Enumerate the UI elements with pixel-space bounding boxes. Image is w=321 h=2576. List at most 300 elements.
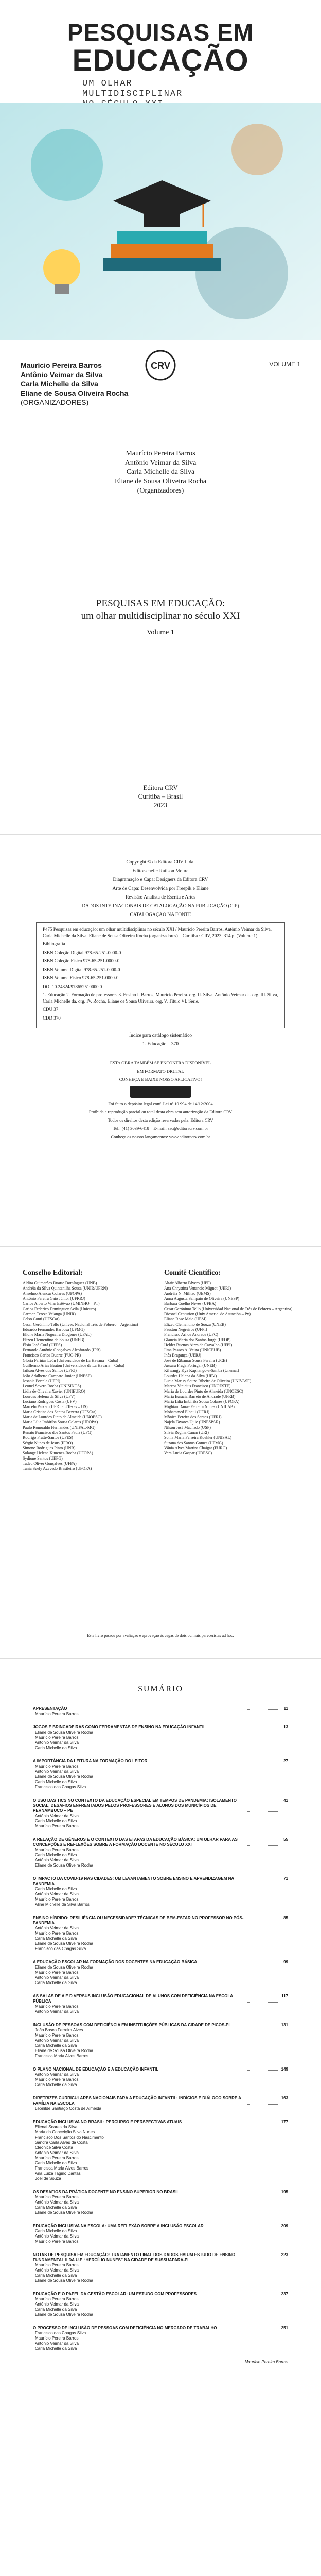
legal-block [36, 1060, 285, 1140]
author-name: Antônio Veimar da Silva [124, 459, 197, 467]
author-name: Eliane de Sousa Oliveira Rocha [114, 478, 207, 485]
chapter-author: Cleonice Silva Costa [35, 2145, 73, 2150]
chapter-author: Carla Michelle da Silva [35, 1936, 77, 1941]
chapter-author: Carla Michelle da Silva [35, 2307, 77, 2312]
cip-heading [36, 903, 285, 918]
isbn-line: ISBN Coleção Físico 978-65-251-0000-0 [43, 958, 120, 963]
chapter-author: Carla Michelle da Silva [35, 1980, 77, 1985]
graduation-cap-base [144, 209, 180, 227]
summary-entry[interactable] [33, 1759, 288, 1790]
chapter-author: Antônio Veimar da Silva [35, 2009, 79, 2014]
council-member: Lourdes Helena da Silva (UFV) [23, 1394, 76, 1399]
dot-leader [247, 2252, 278, 2261]
chapter-author: Eliane de Sousa Oliveira Rocha [35, 1965, 93, 1970]
dot-leader [247, 1706, 278, 1710]
council-member: Andréia N. Militão (UEMS) [164, 1291, 211, 1296]
lightbulb-icon [43, 249, 80, 286]
council-member: Rodrigo Pratte-Santos (UFES) [23, 1435, 73, 1440]
dot-leader [247, 1994, 278, 2003]
summary-list [33, 1706, 288, 2351]
chapter-title: O PLANO NACIONAL DE EDUCAÇÃO E A EDUCAÇÃO INFANTIL [33, 2067, 159, 2072]
chapter-page-number: 85 [283, 1916, 288, 1920]
publisher-logo [140, 347, 181, 383]
chapter-author: Carla Michelle da Silva [35, 2229, 77, 2233]
cover-volume: VOLUME 1 [269, 361, 300, 368]
index-title: Índice para catálogo sistemático [129, 1033, 192, 1038]
cover-title-line1: PESQUISAS EM [67, 19, 254, 46]
chapter-author: Francisco Dos Santos do Nascimento [35, 2135, 104, 2140]
chapter-page-number: 177 [281, 2120, 288, 2124]
chapter-page-number: 131 [281, 2023, 288, 2027]
summary-entry[interactable] [33, 2023, 288, 2059]
publisher-line: Curitiba – Brasil [138, 792, 183, 800]
cover-art-line: Arte de Capa: Desenvolvida por Freepik e Eliane [112, 886, 209, 891]
copyright-credits [36, 859, 285, 901]
summary-entry-title-row [33, 1759, 288, 1764]
chapter-author: Maurício Pereira Barros [35, 2239, 79, 2244]
summary-entry-title-row [33, 2252, 288, 2263]
summary-entry[interactable] [33, 1876, 288, 1907]
dot-leader [247, 2120, 278, 2123]
book-cover [0, 0, 321, 422]
summary-entry[interactable] [33, 2067, 288, 2088]
council-member: Tadeu Oliver Gonçalves (UFPA) [23, 1461, 77, 1466]
dot-leader [247, 1759, 278, 1762]
summary-entry-title-row [33, 1837, 288, 1848]
summary-entry-title-row [33, 2326, 288, 2331]
summary-entry[interactable] [33, 1916, 288, 1952]
scientific-committee-title: Comitê Científico: [164, 1269, 221, 1277]
summary-entry-title-row [33, 2224, 288, 2229]
chapter-author: Maurício Pereira Barros [35, 1735, 79, 1740]
dot-leader [247, 1798, 278, 1812]
chapter-author: Eliane de Sousa Oliveira Rocha [35, 1863, 93, 1868]
council-member: Najela Tavares Ujiie (UNESPAR) [164, 1420, 220, 1425]
scientific-committee [164, 1270, 298, 1471]
chapter-author: Maurício Pereira Barros [35, 1897, 79, 1902]
editorial-council [23, 1270, 157, 1471]
decor-circle [231, 124, 283, 175]
isbn-line: Bibliografia [43, 941, 65, 946]
council-member: Lídia de Oliveira Xavier (UNIEURO) [23, 1389, 85, 1394]
council-member: Fauston Negreiros (UFPI) [164, 1327, 207, 1332]
chapter-title: O USO DAS TICS NO CONTEXTO DA EDUCAÇÃO ESPECIAL EM TEMPOS DE PANDEMIA: ISOLAMENTO SOCIAL, DESAFIOS ENFRENTADOS PELOS PROFESSORES E ALUNOS DOS MUNICÍPIOS DE PERNAMBUCO – PE [33, 1798, 237, 1813]
cover-header [0, 0, 321, 110]
summary-entry-title-row [33, 2096, 288, 2106]
council-member: Renato Francisco dos Santos Paula (UFG) [23, 1430, 93, 1435]
council-member: Sydione Santos (UEPG) [23, 1456, 63, 1461]
publisher-line: Editora CRV [143, 784, 178, 791]
chapter-author: Carla Michelle da Silva [35, 2273, 77, 2278]
author-name: Carla Michelle da Silva [126, 468, 195, 476]
title-page-volume: Volume 1 [147, 629, 174, 636]
council-member: Inês Bragança (UERJ) [164, 1353, 201, 1358]
scientific-committee-list [164, 1281, 298, 1456]
council-member: Maria Lília Imbiriba Sousa Colares (UFOPA) [23, 1420, 98, 1425]
copyright-page [0, 835, 321, 1247]
legal-deposit: Foi feito o depósito legal conf. Lei nº 10.994 de 14/12/2004 [108, 1101, 213, 1106]
chapter-title: APRESENTAÇÃO [33, 1706, 67, 1711]
chapter-author: Maurício Pereira Barros [35, 2297, 79, 2301]
council-member: Maria Eurácia Barreto de Andrade (UFRB) [164, 1394, 236, 1399]
chapter-author: Eliane de Sousa Oliveira Rocha [35, 1941, 93, 1946]
title-page-publisher [0, 783, 321, 809]
organizers-role: (ORGANIZADORES) [21, 398, 89, 406]
summary-entry[interactable] [33, 2292, 288, 2317]
cdd-line: CDD 370 [43, 1015, 61, 1021]
chapter-author: Maurício Pereira Barros [35, 2156, 79, 2160]
chapter-author: Francisca Maria Alves Barros [35, 2054, 89, 2058]
council-member: Celso Conti (UFSCar) [23, 1317, 60, 1321]
summary-entry[interactable] [33, 1994, 288, 2014]
cover-illustration [0, 103, 321, 340]
summary-entry[interactable] [33, 1837, 288, 1868]
copyright-line: Copyright © da Editora CRV Ltda. [126, 860, 195, 865]
council-member: Gloria Fariñas León (Universidade de La Havana – Cuba) [23, 1358, 118, 1363]
council-member: Gláucia Maria dos Santos Jorge (UFOP) [164, 1337, 231, 1342]
dot-leader [247, 2067, 278, 2071]
summary-entry-title-row [33, 1876, 288, 1887]
dot-leader [247, 2326, 278, 2329]
chapter-page-number: 223 [281, 2252, 288, 2257]
cover-organizers [21, 361, 128, 407]
summary-entry-title-row [33, 1706, 288, 1711]
site-line: Conheça os nossos lançamentos: www.editoracrv.com.br [111, 1134, 210, 1139]
summary-entry[interactable] [33, 2096, 288, 2111]
council-member: Eliane Rose Maio (UEM) [164, 1317, 207, 1321]
council-member: Elizeu Clementino de Souza (UNEB) [164, 1322, 226, 1327]
chapter-author: Antônio Veimar da Silva [35, 1926, 79, 1930]
chapter-author: Maurício Pereira Barros [35, 2077, 79, 2082]
chapter-author: Carla Michelle da Silva [35, 2082, 77, 2087]
chapter-page-number: 27 [283, 1759, 288, 1764]
isbn-line: ISBN Volume Digital 978-65-251-0000-0 [43, 967, 120, 972]
chapter-author: Maurício Pereira Barros [35, 2336, 79, 2341]
council-member: Solange Helena Ximenes-Rocha (UFOPA) [23, 1451, 93, 1455]
organizer-name: Eliane de Sousa Oliveira Rocha [21, 389, 129, 397]
chapter-page-number: 55 [283, 1837, 288, 1842]
summary-entry[interactable] [33, 2120, 288, 2181]
chapter-author: Eliane de Sousa Oliveira Rocha [35, 2312, 93, 2317]
chapter-author: Antônio Veimar da Silva [35, 2150, 79, 2155]
title-page [0, 422, 321, 835]
council-member: Anna Augusta Sampaio de Oliveira (UNESP) [164, 1296, 239, 1301]
council-member: Cesar Gerónimo Tello (Universidad Nacional de Três de Febrero – Argentina) [164, 1307, 293, 1311]
council-member: Ana Chrystina Venancio Mignot (UERJ) [164, 1286, 231, 1291]
dot-leader [247, 1960, 278, 1963]
legal-line: CONHEÇA E BAIXE NOSSO APLICATIVO! [119, 1077, 202, 1082]
chapter-author: Maurício Pereira Barros [35, 1848, 79, 1852]
council-member: Maria de Lourdes Pinto de Almeida (UNOESC) [23, 1415, 102, 1419]
council-member: Ilma Passos A. Veiga (UNICEUB) [164, 1348, 221, 1352]
cip-title: DADOS INTERNACIONAIS DE CATALOGAÇÃO NA PUBLICAÇÃO (CIP) [82, 904, 239, 909]
subjects-line: 1. Educação 2. Formação de professores 3. Ensino I. Barros, Maurício Pereira. org. II. Silva, Antônio Veimar da. org. III. Silva, Carla Michelle da. org. IV. Rocha, Eliane de Sousa Oliveira. org. V. Título VI. Série. [43, 992, 278, 1004]
summary-entry[interactable] [33, 1798, 288, 1829]
chapter-author: Maurício Pereira Barros [35, 1764, 79, 1769]
organizer-name: Carla Michelle da Silva [21, 380, 98, 388]
summary-entry-title-row [33, 1960, 288, 1965]
chapter-author: João Bosco Ferreira Alves [35, 2028, 83, 2032]
chapter-page-number: 99 [283, 1960, 288, 1964]
chapter-title: A RELAÇÃO DE GÊNEROS E O CONTEXTO DAS ETAPAS DA EDUCAÇÃO BÁSICA: UM OLHAR PARA AS CONCEPÇÕES E REFLEXÕES SOBRE A FORMAÇÃO DOCENTE NO SÉCULO XXI [33, 1837, 238, 1847]
summary-entry-title-row [33, 1994, 288, 2004]
summary-entry-title-row [33, 1725, 288, 1730]
council-member: Jussara Fraga Portugal (UNEB) [164, 1363, 217, 1368]
chapter-page-number: 237 [281, 2292, 288, 2296]
cover-title-line2: EDUCAÇÃO [72, 44, 249, 77]
chapter-author: Francisco das Chagas Silva [35, 1946, 86, 1951]
contact-line: Tel.: (41) 3039-6418 – E-mail: sac@editoracrv.com.br [113, 1126, 208, 1131]
chapter-author: Carla Michelle da Silva [35, 1780, 77, 1784]
council-member: Diosnel Centurion (Univ Americ. de Asunción – Py) [164, 1312, 251, 1316]
dot-leader [247, 2096, 278, 2105]
book-icon [117, 231, 207, 244]
chapter-title: EDUCAÇÃO INCLUSIVA NO BRASIL: PERCURSO E PERSPECTIVAS ATUAIS [33, 2120, 182, 2124]
council-member: Elizeu Clementino de Souza (UNEB) [23, 1337, 84, 1342]
chapter-author: Carla Michelle da Silva [35, 2346, 77, 2351]
chapter-author: Leonilde Santiago Costa de Almeida [35, 2106, 101, 2111]
chapter-page-number: 195 [281, 2190, 288, 2194]
legal-line: EM FORMATO DIGITAL [137, 1069, 184, 1074]
chapter-author: Eliane de Sousa Oliveira Rocha [35, 1730, 93, 1735]
title-line: PESQUISAS EM EDUCAÇÃO: [96, 598, 225, 609]
summary-entry-title-row [33, 1798, 288, 1814]
council-member: Simone Rodrigues Pinto (UNB) [23, 1446, 76, 1450]
council-member: Marcelo Paixão (UFRJ e UTexas – US) [23, 1404, 88, 1409]
chapter-author: Maurício Pereira Barros [35, 2195, 79, 2199]
summary-footer-author: Maurício Pereira Barros [244, 2360, 288, 2364]
dot-leader [247, 1725, 278, 1728]
cover-footer [0, 340, 321, 422]
chapter-author: Antônio Veimar da Silva [35, 2200, 79, 2205]
chapter-author: Francisca Maria Alves Barros [35, 2166, 89, 2171]
council-member: Marcos Vinicius Francisco (UNOESTE) [164, 1384, 231, 1388]
organizer-name: Maurício Pereira Barros [21, 361, 102, 369]
summary-section [0, 1659, 321, 2576]
council-member: Tania Suely Azevedo Brasileiro (UFOPA) [23, 1466, 92, 1471]
summary-entry-title-row [33, 2067, 288, 2072]
council-member: Carmen Tereza Velanga (UNIR) [23, 1312, 76, 1316]
summary-entry-title-row [33, 2023, 288, 2028]
council-member: Mônica Pereira dos Santos (UFRJ) [164, 1415, 222, 1419]
editorial-council-list [23, 1281, 157, 1471]
council-member: Anselmo Alencar Colares (UFOPA) [23, 1291, 82, 1296]
council-member: Nilson José Machado (USP) [164, 1425, 211, 1430]
council-member: Fernando Antônio Gonçalves Alcoforado (IPB) [23, 1348, 101, 1352]
summary-entry-title-row [33, 2292, 288, 2297]
chapter-author: Antônio Veimar da Silva [35, 2268, 79, 2273]
summary-entry[interactable] [33, 1960, 288, 1986]
chapter-author: Antônio Veimar da Silva [35, 2038, 79, 2043]
council-member: Francisco Ari de Andrade (UFC) [164, 1332, 218, 1337]
chapter-page-number: 251 [281, 2326, 288, 2330]
chapter-author: Francisco das Chagas Silva [35, 2331, 86, 2335]
council-member: Luciano Rodrigues Costa (UFV) [23, 1399, 77, 1404]
peer-review-note: Este livro passou por avaliação e aprovação às cegas de dois ou mais pareceristas ad hoc. [87, 1633, 234, 1638]
chapter-author: Antônio Veimar da Silva [35, 2072, 79, 2077]
dot-leader [247, 1837, 278, 1846]
chapter-page-number: 117 [281, 1994, 288, 1998]
council-member: Vânia Alves Martins Chaigar (FURG) [164, 1446, 227, 1450]
chapter-title: EDUCAÇÃO INCLUSIVA NA ESCOLA: UMA REFLEXÃO SOBRE A INCLUSÃO ESCOLAR [33, 2224, 204, 2228]
council-member: Altair Alberto Fávero (UPF) [164, 1281, 211, 1285]
chapter-author: Maurício Pereira Barros [35, 1931, 79, 1936]
doi-line: DOI 10.24824/978652510000.0 [43, 984, 102, 989]
council-member: Elione Maria Nogueira Diogenes (UFAL) [23, 1332, 92, 1337]
chapter-title: O IMPACTO DA COVID-19 NAS CIDADES: UM LEVANTAMENTO SOBRE ENSINO E APRENDIZAGEM NA PANDEMIA [33, 1876, 234, 1886]
summary-entry-title-row [33, 2120, 288, 2125]
chapter-page-number: 13 [283, 1725, 288, 1730]
summary-title: SUMÁRIO [138, 1685, 183, 1693]
editor-line: Editor-chefe: Railson Moura [132, 869, 189, 874]
chapter-title: A IMPORTÂNCIA DA LEITURA NA FORMAÇÃO DO LEITOR [33, 1759, 148, 1764]
chapter-author: Carla Michelle da Silva [35, 1819, 77, 1823]
dot-leader [247, 2224, 278, 2227]
chapter-title: O PROCESSO DE INCLUSÃO DE PESSOAS COM DEFICIÊNCIA NO MERCADO DE TRABALHO [33, 2326, 217, 2330]
cdu-line: CDU 37 [43, 1007, 59, 1012]
council-member: João Adalberto Campato Junior (UNESP) [23, 1374, 92, 1378]
chapter-title: EDUCAÇÃO E O PAPEL DA GESTÃO ESCOLAR: UM ESTUDO COM PROFESSORES [33, 2292, 197, 2296]
chapter-author: Maurício Pereira Barros [35, 1970, 79, 1975]
council-member: Cesar Gerónimo Tello (Univer. Nacional Três de Febrero – Argentina) [23, 1322, 138, 1327]
cip-subtitle: CATALOGAÇÃO NA FONTE [130, 912, 191, 918]
dot-leader [247, 2190, 278, 2193]
councils-page [0, 1247, 321, 1659]
council-member: Antônio Pereira Gaio Júnior (UFRRJ) [23, 1296, 85, 1301]
title-line: um olhar multidisciplinar no século XXI [81, 611, 240, 621]
review-line: Revisão: Analista de Escrita e Artes [126, 895, 195, 900]
chapter-author: Antônio Veimar da Silva [35, 1858, 79, 1862]
isbn-line: ISBN Coleção Digital 978-65-251-0000-0 [43, 950, 121, 955]
logo-text: CRV [151, 361, 170, 371]
summary-entry[interactable] [33, 2252, 288, 2283]
isbn-line: ISBN Volume Físico 978-65-251-0000-0 [43, 975, 119, 980]
publisher-line: 2023 [154, 801, 167, 809]
chapter-author: Antônio Veimar da Silva [35, 1769, 79, 1774]
chapter-page-number: 11 [283, 1706, 288, 1711]
summary-entry[interactable] [33, 2190, 288, 2215]
chapter-title: JOGOS E BRINCADEIRAS COMO FERRAMENTAS DE ENSINO NA EDUCAÇÃO INFANTIL [33, 1725, 206, 1730]
authors-role: (Organizadores) [137, 487, 184, 495]
chapter-author: Carla Michelle da Silva [35, 2205, 77, 2210]
chapter-author: Elienai Soares da Silva [35, 2125, 78, 2129]
dot-leader [247, 2023, 278, 2026]
chapter-author: Ana Luiza Tagino Dantas [35, 2171, 81, 2176]
index-line: 1. Educação – 370 [142, 1042, 179, 1047]
chapter-author: Maria da Conceição Silva Nunes [35, 2130, 95, 2134]
dot-leader [247, 2292, 278, 2295]
council-member: Andréia da Silva Quintanilha Sousa (UNIR/UFRN) [23, 1286, 108, 1291]
summary-entry[interactable] [33, 1706, 288, 1717]
title-page-authors [0, 449, 321, 496]
cip-body: P475 Pesquisas em educação: um olhar multidisciplinar no século XXI / Maurício Pereira Barros, Antônio Veimar da Silva, Carla Michelle da Silva, Eliane de Sousa Oliveira Rocha (organizadores) – Curitiba : CRV, 2023. 314 p. (Volume 1) [43, 927, 272, 938]
chapter-title: NOTAS DE PESQUISA EM EDUCAÇÃO: TRATAMENTO FINAL DOS DADOS EM UM ESTUDO DE ENSINO FUNDAMENTAL II DA U.E “HERCÍLIO NUNES” NA CIDADE DE SUSSUAPARA-PI [33, 2252, 236, 2262]
chapter-author: Carla Michelle da Silva [35, 2043, 77, 2048]
council-member: Guillermo Arias Beatón (Universidade de La Havana – Cuba) [23, 1363, 124, 1368]
rights-line: Todos os direitos desta edição reservados pela: Editora CRV [108, 1117, 213, 1123]
summary-entry[interactable] [33, 2224, 288, 2244]
council-member: Jailson Alves dos Santos (UFRJ) [23, 1368, 77, 1373]
decor-circle [31, 129, 103, 201]
chapter-author: Antônio Veimar da Silva [35, 2341, 79, 2346]
chapter-author: Eliane de Sousa Oliveira Rocha [35, 2278, 93, 2283]
chapter-page-number: 163 [281, 2096, 288, 2100]
rights-line: Proibida a reprodução parcial ou total desta obra sem autorização da Editora CRV [88, 1109, 233, 1114]
editorial-council-title: Conselho Editorial: [23, 1269, 83, 1277]
chapter-author: Carla Michelle da Silva [35, 1745, 77, 1750]
book-icon [103, 258, 221, 271]
council-member: Suzana dos Santos Gomes (UFMG) [164, 1440, 223, 1445]
chapter-author: Antônio Veimar da Silva [35, 2234, 79, 2239]
council-member: Lucia Marisy Souza Ribeiro de Oliveira (UNIVASF) [164, 1379, 252, 1383]
decor-circle [195, 227, 288, 319]
cover-subtitle-line: MULTIDISCIPLINAR [82, 89, 183, 99]
council-member: Carlos Alberto Vilar Estêvão (UMINHO – PT) [23, 1301, 100, 1306]
council-member: José de Ribamar Sousa Pereira (UCB) [164, 1358, 227, 1363]
council-member: Leonel Severo Rocha (UNISINOS) [23, 1384, 81, 1388]
dot-leader [247, 1876, 278, 1885]
design-line: Diagramação e Capa: Designers da Editora CRV [113, 877, 208, 883]
council-member: Kilwangy Kya Kapitango-a-Samba (Unemat) [164, 1368, 239, 1373]
chapter-author: Maurício Pereira Barros [35, 2033, 79, 2038]
author-name: Maurício Pereira Barros [126, 450, 195, 457]
book-icon [111, 244, 213, 258]
chapter-author: Maurício Pereira Barros [35, 1824, 79, 1828]
chapter-author: Antônio Veimar da Silva [35, 1892, 79, 1896]
organizer-name: Antônio Veimar da Silva [21, 370, 103, 379]
chapter-page-number: 149 [281, 2067, 288, 2072]
chapter-author: Maurício Pereira Barros [35, 1711, 79, 1716]
council-member: Sonia Maria Ferreira Koehler (UNISAL) [164, 1435, 232, 1440]
council-member: Maria de Lourdes Pinto de Almeida (UNOESC) [164, 1389, 243, 1394]
title-page-title [0, 598, 321, 622]
legal-line: ESTA OBRA TAMBÉM SE ENCONTRA DISPONÍVEL [110, 1060, 211, 1065]
summary-entry[interactable] [33, 2326, 288, 2351]
chapter-author: Antônio Veimar da Silva [35, 1975, 79, 1980]
summary-entry[interactable] [33, 1725, 288, 1751]
chapter-author: Sandra Carla Alves da Costa [35, 2140, 88, 2145]
chapter-author: Eliane de Sousa Oliveira Rocha [35, 2210, 93, 2215]
chapter-author: Antônio Veimar da Silva [35, 1740, 79, 1745]
chapter-author: Antônio Veimar da Silva [35, 2302, 79, 2307]
chapter-author: Maurício Pereira Barros [35, 2004, 79, 2009]
app-store-badge-icon [130, 1086, 191, 1098]
chapter-title: DIRETRIZES CURRICULARES NACIONAIS PARA A EDUCAÇÃO INFANTIL: INDÍCIOS E DIÁLOGO SOBRE A FAMÍLIA NA ESCOLA [33, 2096, 241, 2106]
council-member: Silvia Regina Canan (URI) [164, 1430, 209, 1435]
council-member: Francisco Carlos Duarte (PUC-PR) [23, 1353, 81, 1358]
chapter-author: Antônio Veimar da Silva [35, 1814, 79, 1818]
chapter-author: Carla Michelle da Silva [35, 1887, 77, 1891]
summary-entry-title-row [33, 1916, 288, 1926]
dot-leader [247, 1916, 278, 1924]
council-member: Élsio José Corá (UFFS) [23, 1343, 62, 1347]
council-member: Barbara Coelho Neves (UFBA) [164, 1301, 217, 1306]
council-member: Mohammed Elhajji (UFRJ) [164, 1410, 209, 1414]
chapter-page-number: 41 [283, 1798, 288, 1803]
council-member: Sérgio Nunes de Jesus (IFRO) [23, 1440, 73, 1445]
council-member: Míghian Danae Ferreira Nunes (UNILAB) [164, 1404, 235, 1409]
council-member: Carlos Federico Dominguez Avila (Unieuro) [23, 1307, 96, 1311]
council-member: Vera Lucia Gaspar (UDESC) [164, 1451, 212, 1455]
chapter-author: Eliane de Sousa Oliveira Rocha [35, 1774, 93, 1779]
chapter-title: A EDUCAÇÃO ESCOLAR NA FORMAÇÃO DOS DOCENTES NA EDUCAÇÃO BÁSICA [33, 1960, 198, 1964]
chapter-title: INCLUSÃO DE PESSOAS COM DEFICIÊNCIA EM INSTITUIÇÕES PÚBLICAS DA CIDADE DE PICOS-PI [33, 2023, 230, 2027]
council-member: Josania Portela (UFPI) [23, 1379, 60, 1383]
chapter-title: OS DESAFIOS DA PRÁTICA DOCENTE NO ENSINO SUPERIOR NO BRASIL [33, 2190, 180, 2194]
chapter-author: Aline Michelle da Silva Barros [35, 1902, 90, 1907]
summary-entry-title-row [33, 2190, 288, 2195]
chapter-page-number: 71 [283, 1876, 288, 1881]
